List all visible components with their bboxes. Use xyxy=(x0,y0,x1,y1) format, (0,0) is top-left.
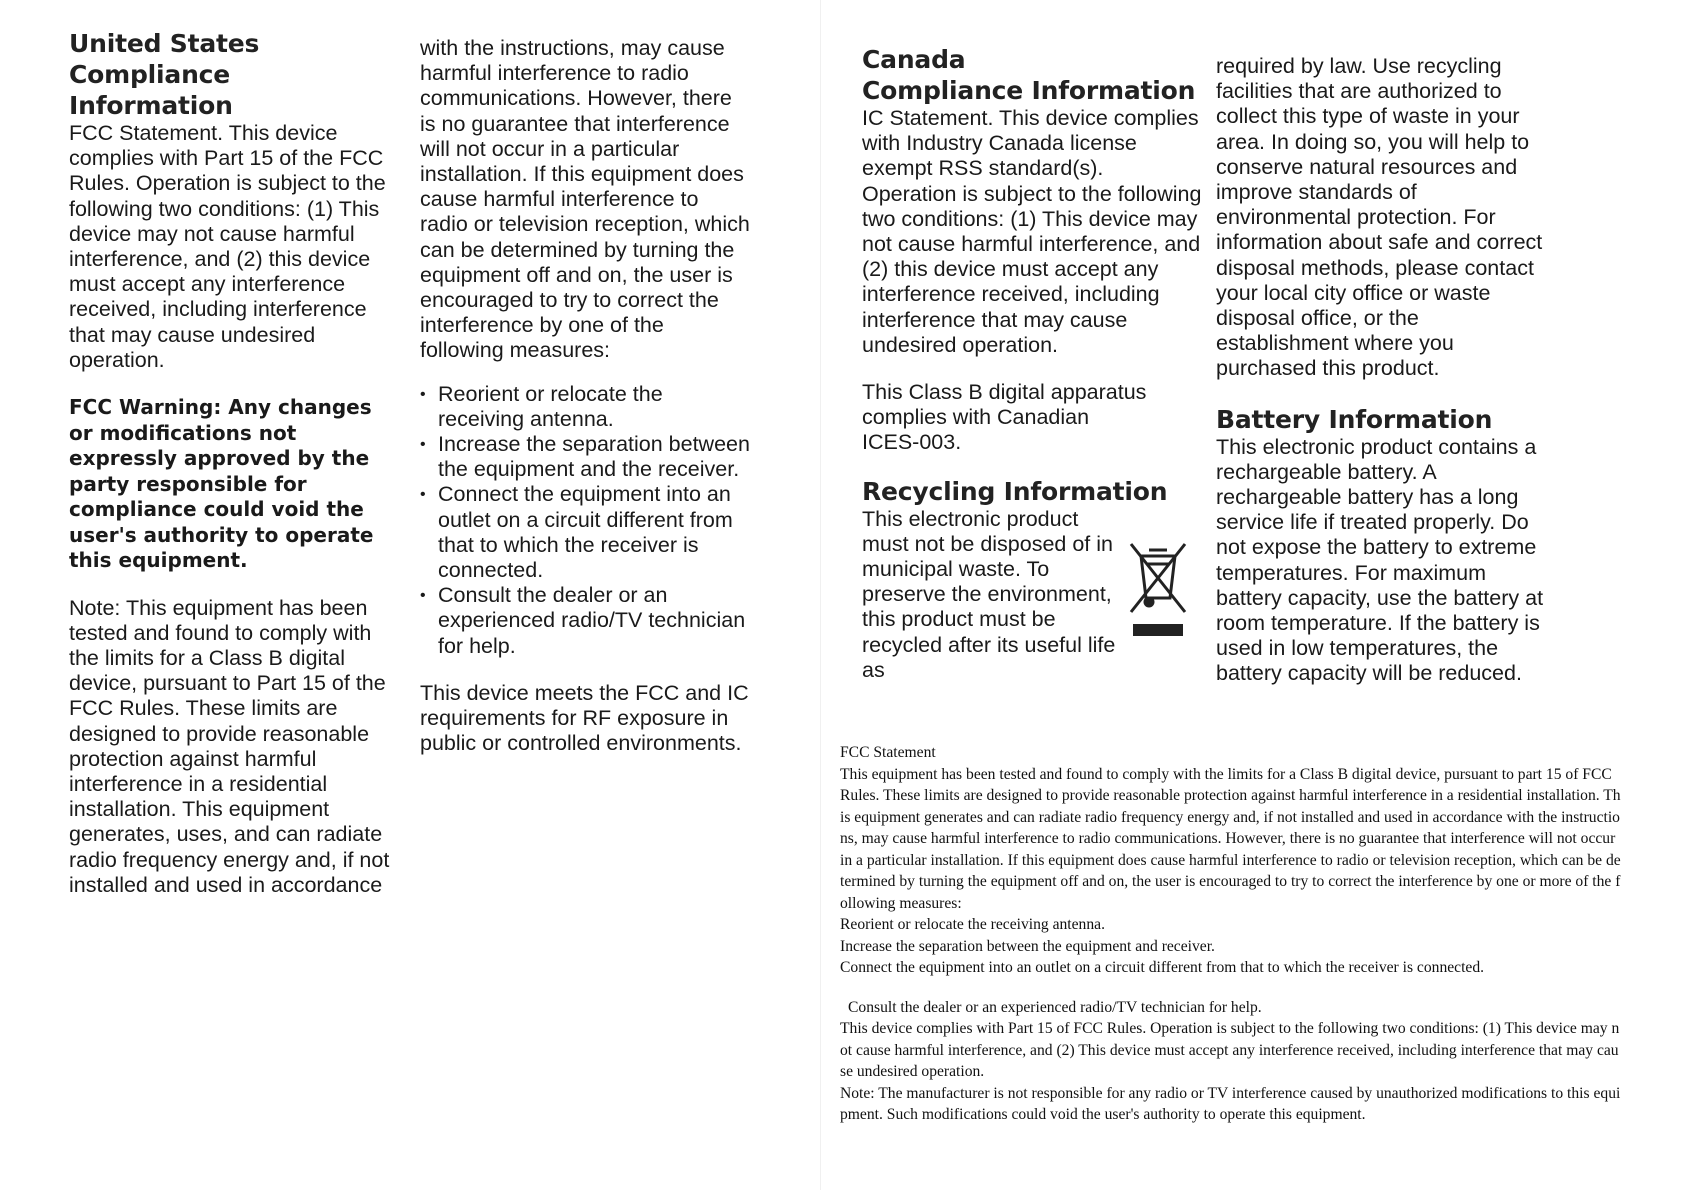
us-note: Note: This equipment has been tested and found to comply with the limits for a Class B digital device, pursuant to Part 15 of the FCC Rules. These limits are designed to provide reasonable protection against harmful interference in a residential installation. This equipment generates, uses, and can radiate radio frequency energy and, if not installed and used in accordance xyxy=(69,595,390,897)
measure-item: • Reorient or relocate the receiving antenna. xyxy=(420,382,750,432)
recycling-battery-column xyxy=(1216,54,1556,687)
rf-exposure-statement: This device meets the FCC and IC requirements for RF exposure in public or controlled environments. xyxy=(420,680,749,756)
fcc-block-measure: Consult the dealer or an experienced radio/TV technician for help. xyxy=(848,998,1262,1016)
canada-heading-line1: Canada xyxy=(862,45,966,74)
fcc-block-conditions: This device complies with Part 15 of FCC Rules. Operation is subject to the following two conditions: (1) This device may not cause harmful interference, and (2) This device must accept any interference received, including interference that may cause undesired operation. xyxy=(840,1020,1620,1080)
fcc-block-title: FCC Statement xyxy=(840,744,936,761)
page-fold-line xyxy=(820,0,821,1190)
us-heading-line2: Compliance Information xyxy=(69,60,233,120)
fcc-block-note: Note: The manufacturer is not responsible for any radio or TV interference caused by unauthorized modifications to this equipment. Such modifications could void the user's authority to operate this equipment. xyxy=(840,1084,1621,1123)
us-heading-line1: United States xyxy=(69,29,260,58)
recycling-text-continued: required by law. Use recycling facilities that are authorized to collect this type of waste in your area. In doing so, you will help to conserve natural resources and improve standards of environmental protection. For information about safe and correct disposal methods, please contact your local city office or waste disposal office, or the establishment where you purchased this product. xyxy=(1216,54,1543,381)
us-note-continued: with the instructions, may cause harmful interference to radio communications. However, there is no guarantee that interference will not occur in a particular installation. If this equipment does cause harmful interference to radio or television reception, which can be determined by turning the equipment off and on, the user is encouraged to try to correct the interference by one of the following measures: xyxy=(420,36,750,363)
measure-item: • Connect the equipment into an outlet on a circuit different from that to which the receiver is connected. xyxy=(420,482,750,583)
ices-statement: This Class B digital apparatus complies with Canadian ICES-003. xyxy=(862,380,1147,455)
fcc-block-measure: Connect the equipment into an outlet on a circuit different from that to which the receiver is connected. xyxy=(840,959,1485,976)
recycling-heading: Recycling Information xyxy=(862,476,1168,506)
us-continuation-column xyxy=(420,36,750,756)
fcc-block-measure: Reorient or relocate the receiving antenna. xyxy=(840,916,1105,933)
recycling-text: This electronic product must not be disposed of in municipal waste. To preserve the environment, this product must be recycled after its useful life as xyxy=(862,506,1116,682)
crossed-out-wheelie-bin-icon xyxy=(1127,540,1189,640)
battery-heading: Battery Information xyxy=(1216,404,1493,434)
ic-statement: IC Statement. This device complies with Industry Canada license exempt RSS standard(s). Operation is subject to the following two conditions: (1) This device may not cause harmful interference, and (2) this device must accept any interference received, including interference that may cause undesired operation. xyxy=(862,106,1202,357)
fcc-block-measure: Increase the separation between the equipment and receiver. xyxy=(840,937,1215,955)
us-fcc-statement: FCC Statement. This device complies with Part 15 of the FCC Rules. Operation is subject to the following two conditions: (1) This device may not cause harmful interference, and (2) this device must accept any interference received, including interference that may cause undesired operation. xyxy=(69,121,386,372)
measure-item: • Consult the dealer or an experienced radio/TV technician for help. xyxy=(420,583,750,659)
canada-heading-line2: Compliance Information xyxy=(862,76,1196,105)
fcc-block-paragraph: This equipment has been tested and found to comply with the limits for a Class B digital device, pursuant to part 15 of FCC Rules. These limits are designed to provide reasonable protection against harmful interference in a residential installation. This equipment generates and can radiate radio frequency energy and, if not installed and used in accordance with the instructions, may cause harmful interference to radio communications. However, there is no guarantee that interference will not occur in a particular installation. If this equipment does cause harmful interference to radio or television reception, which can be determined by turning the equipment off and on, the user is encouraged to try to correct the interference by one or more of the following measures: xyxy=(840,765,1621,912)
us-compliance-column xyxy=(69,28,401,898)
measure-item: • Increase the separation between the equipment and the receiver. xyxy=(420,432,750,482)
us-fcc-warning: FCC Warning: Any changes or modifications not expressly approved by the party responsible for compliance could void the user's authority to operate this equipment. xyxy=(69,395,374,573)
interference-measures-list xyxy=(420,382,750,659)
fcc-statement-block xyxy=(840,742,1622,1126)
battery-text: This electronic product contains a rechargeable battery. A rechargeable battery has a long service life if treated properly. Do not expose the battery to extreme temperatures. For maximum battery capacity, use the battery at room temperature. If the battery is used in low temperatures, the battery capacity will be reduced. xyxy=(1216,434,1544,686)
